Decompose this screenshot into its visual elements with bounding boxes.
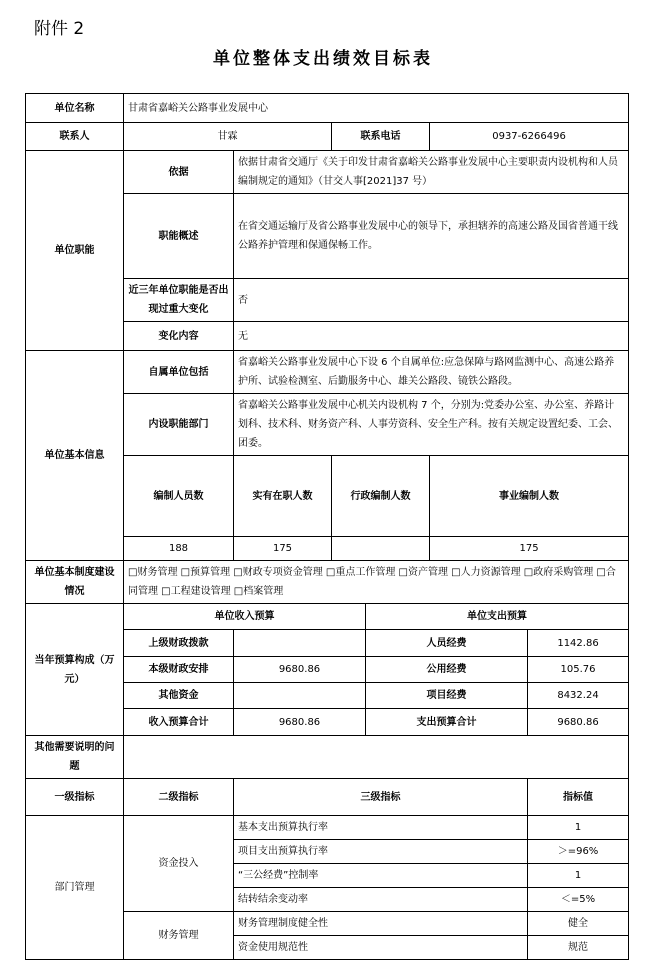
phone: 0937-6266496 xyxy=(430,123,629,151)
basis: 依据甘肃省交通厅《关于印发甘肃省嘉峪关公路事业发展中心主要职责内设机构和人员编制规定的通知》（甘交人事[2021]37 号） xyxy=(234,151,629,194)
income-value: 9680.86 xyxy=(234,709,366,736)
indicator-value: ＞=96% xyxy=(528,840,629,864)
level2-indicator: 财务管理 xyxy=(124,912,234,960)
expense-label: 公用经费 xyxy=(366,657,528,683)
overview-label: 职能概述 xyxy=(124,194,234,279)
expense-value: 105.76 xyxy=(528,657,629,683)
income-header: 单位收入预算 xyxy=(124,604,366,630)
indicator-header: 指标值 xyxy=(528,779,629,816)
income-label: 上级财政拨款 xyxy=(124,630,234,657)
staff-value: 175 xyxy=(430,537,629,561)
indicator-value: 规范 xyxy=(528,936,629,960)
change-content-label: 变化内容 xyxy=(124,322,234,351)
income-value xyxy=(234,630,366,657)
contact: 甘霖 xyxy=(124,123,332,151)
indicator-value: ＜=5% xyxy=(528,888,629,912)
income-label: 本级财政安排 xyxy=(124,657,234,683)
level2-indicator: 资金投入 xyxy=(124,816,234,912)
expense-value: 9680.86 xyxy=(528,709,629,736)
indicator-value: 健全 xyxy=(528,912,629,936)
other-label: 其他需要说明的问题 xyxy=(26,736,124,779)
expense-label: 人员经费 xyxy=(366,630,528,657)
staff-header: 事业编制人数 xyxy=(430,456,629,537)
income-value xyxy=(234,683,366,709)
level3-indicator: 资金使用规范性 xyxy=(234,936,528,960)
page-title: 单位整体支出绩效目标表 xyxy=(213,49,433,69)
expense-label: 支出预算合计 xyxy=(366,709,528,736)
subunits: 省嘉峪关公路事业发展中心下设 6 个自属单位:应急保障与路网监测中心、高速公路养护所、试验检测室、后勤服务中心、雄关公路段、镜铁公路段。 xyxy=(234,351,629,394)
staff-header: 行政编制人数 xyxy=(332,456,430,537)
budget-label: 当年预算构成（万元） xyxy=(26,604,124,736)
other-value xyxy=(124,736,629,779)
indicator-header: 二级指标 xyxy=(124,779,234,816)
change-question-label: 近三年单位职能是否出现过重大变化 xyxy=(124,279,234,322)
overview: 在省交通运输厅及省公路事业发展中心的领导下，承担辖养的高速公路及国省普通干线公路养护管理和保通保畅工作。 xyxy=(234,194,629,279)
staff-value xyxy=(332,537,430,561)
level3-indicator: 项目支出预算执行率 xyxy=(234,840,528,864)
income-label: 其他资金 xyxy=(124,683,234,709)
system-label: 单位基本制度建设情况 xyxy=(26,561,124,604)
unit-name-label: 单位名称 xyxy=(26,94,124,123)
expense-header: 单位支出预算 xyxy=(366,604,629,630)
staff-header: 实有在职人数 xyxy=(234,456,332,537)
level3-indicator: “三公经费”控制率 xyxy=(234,864,528,888)
annex-label: 附件 2 xyxy=(34,19,85,39)
income-value: 9680.86 xyxy=(234,657,366,683)
unit-name: 甘肃省嘉峪关公路事业发展中心 xyxy=(124,94,629,123)
expense-value: 1142.86 xyxy=(528,630,629,657)
phone-label: 联系电话 xyxy=(332,123,430,151)
income-label: 收入预算合计 xyxy=(124,709,234,736)
indicator-value: 1 xyxy=(528,816,629,840)
expense-label: 项目经费 xyxy=(366,683,528,709)
indicator-value: 1 xyxy=(528,864,629,888)
depts-label: 内设职能部门 xyxy=(124,394,234,456)
indicator-header: 一级指标 xyxy=(26,779,124,816)
system-checklist: □财务管理 □预算管理 □财政专项资金管理 □重点工作管理 □资产管理 □人力资源管理 □政府采购管理 □合同管理 □工程建设管理 □档案管理 xyxy=(124,561,629,604)
basic-info-label: 单位基本信息 xyxy=(26,351,124,561)
staff-header: 编制人员数 xyxy=(124,456,234,537)
level1-indicator: 部门管理 xyxy=(26,816,124,960)
depts: 省嘉峪关公路事业发展中心机关内设机构 7 个，分别为:党委办公室、办公室、养路计划科、技术科、财务资产科、人事劳资科、安全生产科。按有关规定设置纪委、工会、团委。 xyxy=(234,394,629,456)
level3-indicator: 财务管理制度健全性 xyxy=(234,912,528,936)
performance-table xyxy=(25,93,629,960)
staff-value: 175 xyxy=(234,537,332,561)
expense-value: 8432.24 xyxy=(528,683,629,709)
subunits-label: 自属单位包括 xyxy=(124,351,234,394)
indicator-header: 三级指标 xyxy=(234,779,528,816)
contact-label: 联系人 xyxy=(26,123,124,151)
level3-indicator: 结转结余变动率 xyxy=(234,888,528,912)
change-question: 否 xyxy=(234,279,629,322)
change-content: 无 xyxy=(234,322,629,351)
basis-label: 依据 xyxy=(124,151,234,194)
level3-indicator: 基本支出预算执行率 xyxy=(234,816,528,840)
staff-value: 188 xyxy=(124,537,234,561)
functions-label: 单位职能 xyxy=(26,151,124,351)
